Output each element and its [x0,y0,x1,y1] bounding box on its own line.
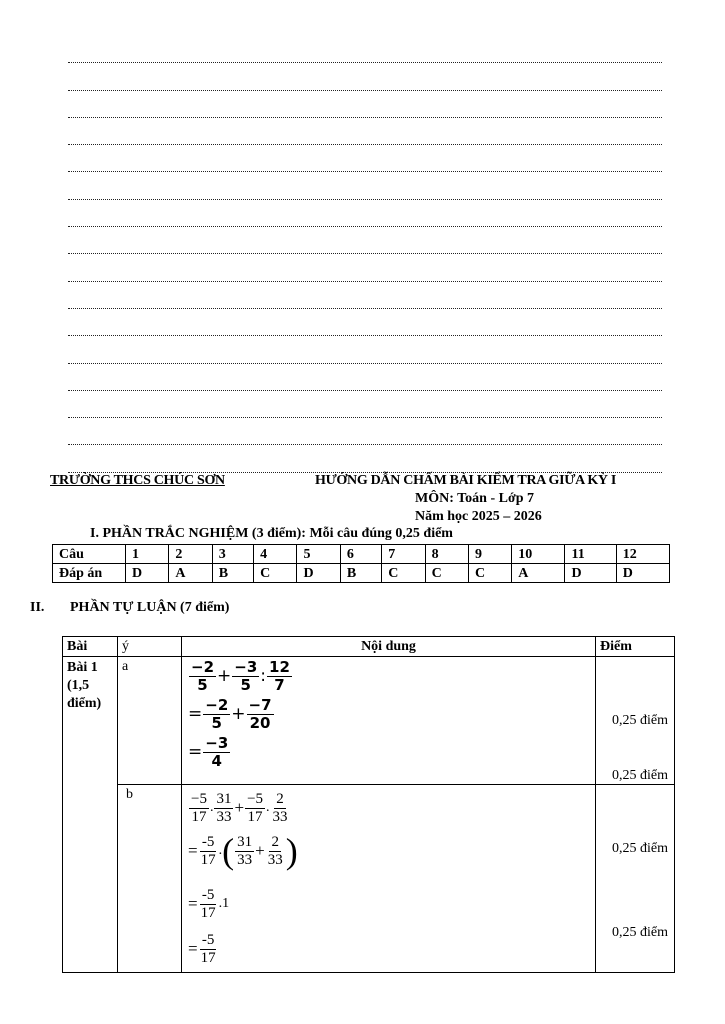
essay-row-b [63,785,675,973]
fraction: $\frac{2}{33}$ [272,790,288,825]
operator: + [231,704,246,724]
part-a-scores [596,657,675,785]
dotted-line [68,445,662,472]
question-number: 11 [565,545,616,564]
score-value: 0,25 điểm [612,925,668,940]
score-value: 0,25 điểm [612,713,668,728]
part-b-scores [596,785,675,973]
dotted-line [68,36,662,63]
question-number: 8 [425,545,468,564]
fraction: $\frac{-3}{4}$ [205,733,229,770]
dot: . [266,800,270,815]
answer-letter: D [126,564,169,583]
part-label: a [118,657,182,785]
document-title: HƯỚNG DẪN CHẤM BÀI KIỂM TRA GIỮA KỲ I [315,473,617,488]
question-row [53,545,670,564]
question-number: 2 [169,545,212,564]
question-number: 5 [297,545,340,564]
fraction: $\frac{31}{33}$ [216,790,232,825]
fraction: $\frac{-5}{17}$ [200,833,216,868]
right-parenthesis: ) [285,831,298,871]
dotted-line [68,145,662,172]
part-a-line-2 [188,695,591,733]
left-parenthesis: ( [222,831,235,871]
essay-row-a [63,657,675,785]
question-number: 3 [212,545,253,564]
score-value: 0,25 điểm [612,841,668,856]
answer-letter: B [212,564,253,583]
essay-header-row [63,637,675,657]
col-bai: Bài [63,637,118,657]
part-b-line-2 [188,827,591,875]
operator: : [260,666,267,686]
operator: + [234,798,245,817]
operator: + [217,666,232,686]
equals-sign: = [188,841,198,860]
operator: + [255,841,265,860]
part-b-content [182,785,596,973]
dotted-line [68,254,662,281]
answer-letter: D [297,564,340,583]
part-b-line-4 [188,927,591,971]
dotted-line [68,282,662,309]
answer-letter: A [169,564,212,583]
part-b-line-3 [188,881,591,927]
answer-letter: C [468,564,511,583]
fraction: $\frac{-3}{5}$ [234,657,258,694]
question-number: 10 [512,545,565,564]
equals-sign: = [188,894,198,913]
dotted-line [68,336,662,363]
dotted-line [68,200,662,227]
fraction: $\frac{-7}{20}$ [248,695,272,732]
answer-letter: C [382,564,425,583]
fraction: $\frac{-5}{17}$ [200,931,216,966]
score-value: 0,25 điểm [612,768,668,783]
problem-label: Bài 1 (1,5 điểm) [63,657,118,973]
answer-letter: D [565,564,616,583]
part-a-content [182,657,596,785]
dot: . [209,800,214,815]
dotted-line [68,364,662,391]
question-number: 12 [616,545,669,564]
dotted-line [68,309,662,336]
essay-heading [30,600,229,616]
section-numeral: II. [30,600,45,615]
dotted-line [68,63,662,90]
question-number: 4 [254,545,297,564]
answer-row [53,564,670,583]
part-b-line-1 [188,789,591,827]
dotted-line [68,118,662,145]
essay-heading-text: PHẦN TỰ LUẬN (7 điểm) [70,600,230,615]
part-label: b [118,785,182,973]
fraction: $\frac{-2}{5}$ [191,657,215,694]
fraction: $\frac{-5}{17}$ [247,790,264,825]
question-label: Câu [53,545,126,564]
equals-sign: = [188,742,203,762]
answer-label: Đáp án [53,564,126,583]
equals-sign: = [188,939,198,958]
answer-letter: C [425,564,468,583]
multiple-choice-heading: I. PHẦN TRẮC NGHIỆM (3 điểm): Mỗi câu đúng 0,25 điểm [90,526,453,541]
school-name: TRƯỜNG THCS CHÚC SƠN [50,473,225,488]
question-number: 6 [340,545,381,564]
fraction: $\frac{31}{33}$ [237,833,253,868]
dotted-line [68,391,662,418]
question-number: 1 [126,545,169,564]
fraction: $\frac{-5}{17}$ [200,886,216,921]
times-one: .1 [218,896,230,911]
answer-letter: B [340,564,381,583]
fraction: $\frac{-5}{17}$ [191,790,207,825]
part-a-line-3 [188,733,591,771]
fraction: $\frac{2}{33}$ [267,833,283,868]
answer-letter: A [512,564,565,583]
dotted-line [68,91,662,118]
dotted-line [68,227,662,254]
answer-letter: D [616,564,669,583]
fraction: $\frac{12}{7}$ [269,657,290,694]
dotted-line [68,418,662,445]
answer-letter: C [254,564,297,583]
col-y: ý [118,637,182,657]
school-year: Năm học 2025 – 2026 [415,509,542,524]
fraction: $\frac{-2}{5}$ [205,695,229,732]
answer-dotted-lines [68,36,662,473]
equals-sign: = [188,704,203,724]
dot: . [218,843,223,858]
part-a-line-1 [188,657,591,695]
question-number: 9 [468,545,511,564]
answer-key-table [52,544,670,583]
question-number: 7 [382,545,425,564]
col-score: Điểm [596,637,675,657]
subject-line: MÔN: Toán - Lớp 7 [415,491,534,506]
col-content: Nội dung [182,637,596,657]
dotted-line [68,172,662,199]
essay-grading-table [62,636,675,973]
